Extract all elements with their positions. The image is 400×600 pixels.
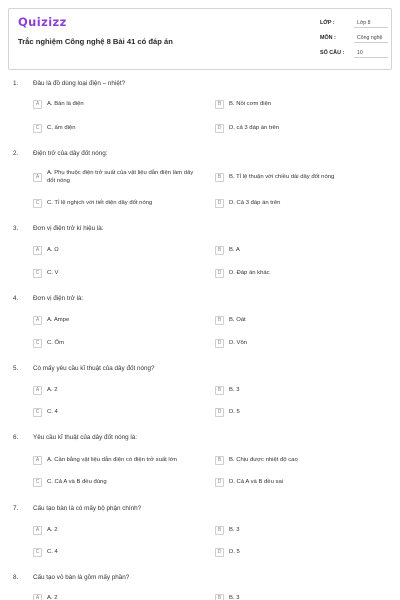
option-d[interactable] [215, 121, 390, 135]
option-text: C. Ôm [47, 340, 65, 346]
option-letter-box: B [215, 173, 224, 182]
option-b[interactable] [215, 243, 390, 257]
meta-value: 10 [354, 48, 388, 58]
option-letter-box: D [215, 269, 224, 278]
option-letter-box: A [33, 100, 42, 109]
option-d[interactable] [215, 266, 390, 280]
option-text: A. 2 [47, 387, 58, 393]
meta-count-row [320, 45, 388, 60]
option-letter-box: C [33, 408, 42, 417]
meta-label: MÔN : [320, 34, 336, 41]
question-text: Cấu tạo bàn là có mấy bộ phận chính? [33, 505, 142, 512]
meta-class-row [320, 15, 388, 30]
option-letter-box: B [215, 316, 224, 325]
option-b[interactable] [215, 97, 390, 111]
option-text: A. Cần bằng vật liệu dẫn điện có điện trở suất lớn [47, 457, 177, 463]
option-letter-box: B [215, 246, 224, 255]
page-title: Trắc nghiệm Công nghệ 8 Bài 41 có đáp án [18, 37, 173, 46]
option-text: C. 4 [47, 409, 58, 415]
option-text: B. Chịu được nhiệt độ cao [229, 457, 298, 463]
option-letter-box: C [33, 478, 42, 487]
option-a[interactable] [33, 168, 203, 186]
option-text: B. 3 [229, 387, 240, 393]
option-b[interactable] [215, 170, 390, 184]
option-letter-box: D [215, 408, 224, 417]
option-text: C. 4 [47, 549, 58, 555]
option-letter-box: C [33, 548, 42, 557]
option-letter-box: C [33, 124, 42, 133]
question-text: Đâu là đồ dùng loại điện – nhiệt? [33, 80, 126, 87]
option-a[interactable] [33, 313, 203, 327]
option-letter-box: A [33, 386, 42, 395]
option-text: B. 3 [229, 527, 240, 533]
option-letter-box: D [215, 478, 224, 487]
meta-subject-row [320, 30, 388, 45]
meta-value: Công nghệ [354, 33, 388, 43]
option-letter-box: C [33, 199, 42, 208]
option-letter-box: D [215, 339, 224, 348]
option-letter-box: C [33, 269, 42, 278]
option-c[interactable] [33, 545, 203, 559]
option-d[interactable] [215, 545, 390, 559]
question-number: 3. [13, 225, 19, 232]
option-b[interactable] [215, 453, 390, 467]
option-letter-box: B [215, 386, 224, 395]
question-number: 4. [13, 295, 19, 302]
option-letter-box: A [33, 594, 42, 600]
option-c[interactable] [33, 475, 203, 489]
option-a[interactable] [33, 453, 203, 467]
option-letter-box: B [215, 594, 224, 600]
option-text: B. Tỉ lệ thuận với chiều dài dây đốt nóng [229, 174, 335, 180]
option-d[interactable] [215, 336, 390, 350]
option-letter-box: B [215, 526, 224, 535]
question-number: 2. [13, 150, 19, 157]
option-letter-box: B [215, 100, 224, 109]
option-text: A. Ω [47, 247, 59, 253]
option-text: D. cả 3 đáp án trên [229, 125, 280, 131]
question-text: Cấu tạo vỏ bàn là gồm mấy phần? [33, 574, 130, 581]
option-a[interactable] [33, 243, 203, 257]
meta-value: Lớp 8 [354, 18, 388, 28]
option-text: A. 2 [47, 527, 58, 533]
option-text: B. Nồi cơm điện [229, 101, 272, 107]
option-b[interactable] [215, 383, 390, 397]
option-d[interactable] [215, 196, 390, 210]
question-text: Đơn vị điện trở là: [33, 295, 84, 302]
option-letter-box: B [215, 456, 224, 465]
option-text: C. ấm điện [47, 125, 76, 131]
question-text: Yêu cầu kĩ thuật của dây đốt nóng là: [33, 434, 137, 441]
option-letter-box: A [33, 246, 42, 255]
option-letter-box: A [33, 526, 42, 535]
option-d[interactable] [215, 475, 390, 489]
question-number: 7. [13, 505, 19, 512]
question-number: 1. [13, 80, 19, 87]
option-d[interactable] [215, 405, 390, 419]
option-letter-box: D [215, 124, 224, 133]
option-letter-box: A [33, 456, 42, 465]
option-c[interactable] [33, 336, 203, 350]
question-text: Có mấy yêu cầu kĩ thuật của dây đốt nóng? [33, 365, 155, 372]
option-letter-box: A [33, 316, 42, 325]
option-c[interactable] [33, 405, 203, 419]
meta-label: SỐ CÂU : [320, 49, 345, 56]
option-text: D. Đáp án khác [229, 270, 270, 276]
option-text: B. A [229, 247, 240, 253]
option-c[interactable] [33, 196, 203, 210]
option-letter-box: A [33, 173, 42, 182]
option-c[interactable] [33, 121, 203, 135]
option-text: C. V [47, 270, 59, 276]
option-text: A. Ampe [47, 317, 70, 323]
option-b[interactable] [215, 313, 390, 327]
option-text: D. 5 [229, 549, 240, 555]
question-text: Đơn vị điện trở kí hiệu là: [33, 225, 104, 232]
meta-info [320, 15, 388, 60]
option-text: C. Tỉ lệ nghịch với tiết diện dây đốt nóng [47, 200, 153, 206]
option-b[interactable] [215, 523, 390, 537]
option-text: D. Cả 3 đáp án trên [229, 200, 281, 206]
option-c[interactable] [33, 266, 203, 280]
question-number: 5. [13, 365, 19, 372]
option-letter-box: D [215, 548, 224, 557]
quizizz-logo: Quizizz [18, 15, 67, 29]
option-text: A. Bàn là điện [47, 101, 84, 107]
option-letter-box: C [33, 339, 42, 348]
option-a[interactable] [33, 591, 203, 600]
question-text: Điện trở của dây đốt nóng: [33, 150, 108, 157]
option-text: D. Cả A và B đều sai [229, 479, 284, 485]
option-text: D. Vôn [229, 340, 248, 346]
option-a[interactable] [33, 97, 203, 111]
option-letter-box: D [215, 199, 224, 208]
option-a[interactable] [33, 523, 203, 537]
option-a[interactable] [33, 383, 203, 397]
option-text: B. Oát [229, 317, 246, 323]
option-text: D. 5 [229, 409, 240, 415]
option-b[interactable] [215, 591, 390, 600]
worksheet-header [8, 8, 392, 70]
question-number: 8. [13, 574, 19, 581]
question-number: 6. [13, 434, 19, 441]
meta-label: LỚP : [320, 19, 335, 26]
option-text: C. Cả A và B đều đúng [47, 479, 107, 485]
option-text: B. 3 [229, 595, 240, 600]
option-text: A. Phụ thuộc điện trở suất của vật liệu dẫn điện làm dây đốt nóng [47, 170, 194, 184]
option-text: A. 2 [47, 595, 58, 600]
